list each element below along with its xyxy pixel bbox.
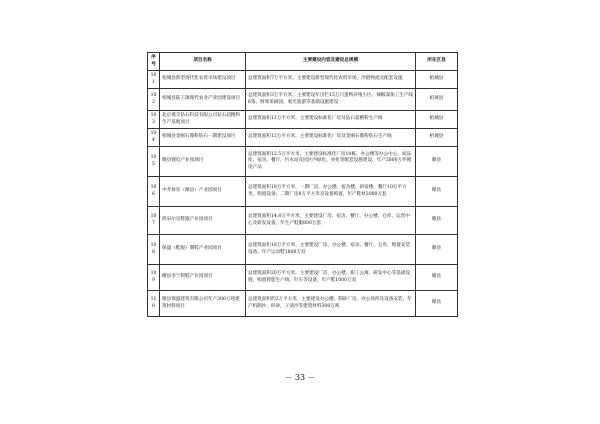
header-content: 主要建设内容及建设总规模 — [246, 53, 416, 71]
table-row — [148, 71, 458, 89]
cell-name: 鸿泉尔克鞋服产业园项目 — [160, 207, 246, 235]
cell-no: 102 — [148, 89, 160, 111]
cell-content: 总建筑面积7万平方米，主要建设新型现代化农贸市场，冷链物流及配套设施 — [246, 71, 416, 89]
cell-name: 栢城县新型现代化农贸市场建设项目 — [160, 71, 246, 89]
cell-name: 北京燕丰钻石科技有限公司钻石超精粉生产基地项目 — [160, 111, 246, 129]
cell-content: 总建筑面积3万平方米，主要建设年出栏15万只蛋鸭养殖小区、辣椒深加工生产线6条、鲜果采摘园、观光旅游等基础设施建设 — [246, 89, 416, 111]
cell-content: 总建筑面积20万平方米，主要建设厂房、办公楼、职工公寓、研发中心等基础设施，购置智能生产线、针车等设备，年产鞋1000万双 — [246, 265, 416, 291]
cell-no: 104 — [148, 129, 160, 147]
table-body — [148, 71, 458, 317]
cell-area: 睢县 — [416, 207, 458, 235]
cell-no: 103 — [148, 111, 160, 129]
cell-no: 101 — [148, 71, 160, 89]
cell-no: 105 — [148, 147, 160, 177]
table-row — [148, 207, 458, 235]
header-no: 序号 — [148, 53, 160, 71]
cell-content: 总建筑面积12.5万平方米，主要建设标准化厂房10栋、办公楼等办公中心，成品库、宿舍、餐厅，污水站及园区内绿化、亮化等配套设施建设，年产2800万件锂电产品 — [246, 147, 416, 177]
cell-area: 睢县 — [416, 291, 458, 317]
cell-name: 睢县锂电产业园项目 — [160, 147, 246, 177]
cell-content: 总建筑面积约2万平方米，主要建设办公楼、制砂厂房、办公场所及设备安装，年产机制沙、碎砂，子渣沙等建筑材料300万吨 — [246, 291, 416, 317]
cell-content: 总建筑面积18万平方米，一期厂房、办公楼、宿舍楼、研发楼、餐厅10万平方米，购置设备；二期厂房8万平方米及设备购置，年产鞋材2000万套 — [246, 177, 416, 207]
cell-no: 109 — [148, 265, 160, 291]
table-row — [148, 111, 458, 129]
cell-no: 110 — [148, 291, 160, 317]
cell-area: 栢城县 — [416, 111, 458, 129]
cell-no: 107 — [148, 207, 160, 235]
cell-area: 睢县 — [416, 147, 458, 177]
cell-name: 保盛（鞋服）制鞋产业园项目 — [160, 235, 246, 265]
cell-area: 栢城县 — [416, 71, 458, 89]
table-row — [148, 177, 458, 207]
page-number: － 33 － — [284, 373, 316, 382]
cell-area: 睢县 — [416, 235, 458, 265]
header-name: 项目名称 — [160, 53, 246, 71]
cell-content: 总建筑面积14.8万平方米，主要建设厂房、宿舍、餐厅、办公楼、仓库、运营中心及研发设备，年生产鞋服800万套 — [246, 207, 416, 235]
table-row — [148, 235, 458, 265]
cell-name: 中乔体育（睢县）产业园项目 — [160, 177, 246, 207]
table-row — [148, 89, 458, 111]
table-row — [148, 291, 458, 317]
cell-area: 栢城县 — [416, 129, 458, 147]
cell-name: 睢县保盛建筑有限公司年产300万吨建筑材料项目 — [160, 291, 246, 317]
cell-no: 106 — [148, 177, 160, 207]
cell-name: 栢城县金刚石微粉钻石一期建设项目 — [160, 129, 246, 147]
table-header-row — [148, 53, 458, 71]
cell-content: 总建筑面积12万平方米，主要建设标准化厂房及金刚石微粉钻石生产线 — [246, 129, 416, 147]
project-table — [147, 52, 458, 317]
cell-area: 栢城县 — [416, 89, 458, 111]
cell-content: 总建筑面积11万平方米，主要建设标准化厂房及钻石超精粉生产线 — [246, 111, 416, 129]
table-row — [148, 147, 458, 177]
header-area: 所在区县 — [416, 53, 458, 71]
cell-area: 睢县 — [416, 177, 458, 207]
cell-area: 睢县 — [416, 265, 458, 291]
cell-no: 108 — [148, 235, 160, 265]
cell-content: 总建筑面积18万平方米，主要建设厂房、办公楼、宿舍、餐厅、仓库，购置安装设备，年产运动鞋1800万双 — [246, 235, 416, 265]
cell-name: 栢城县陆王镇现代农业产业园建设项目 — [160, 89, 246, 111]
table-row — [148, 129, 458, 147]
cell-name: 睢县李宁制鞋产业园项目 — [160, 265, 246, 291]
table-row — [148, 265, 458, 291]
